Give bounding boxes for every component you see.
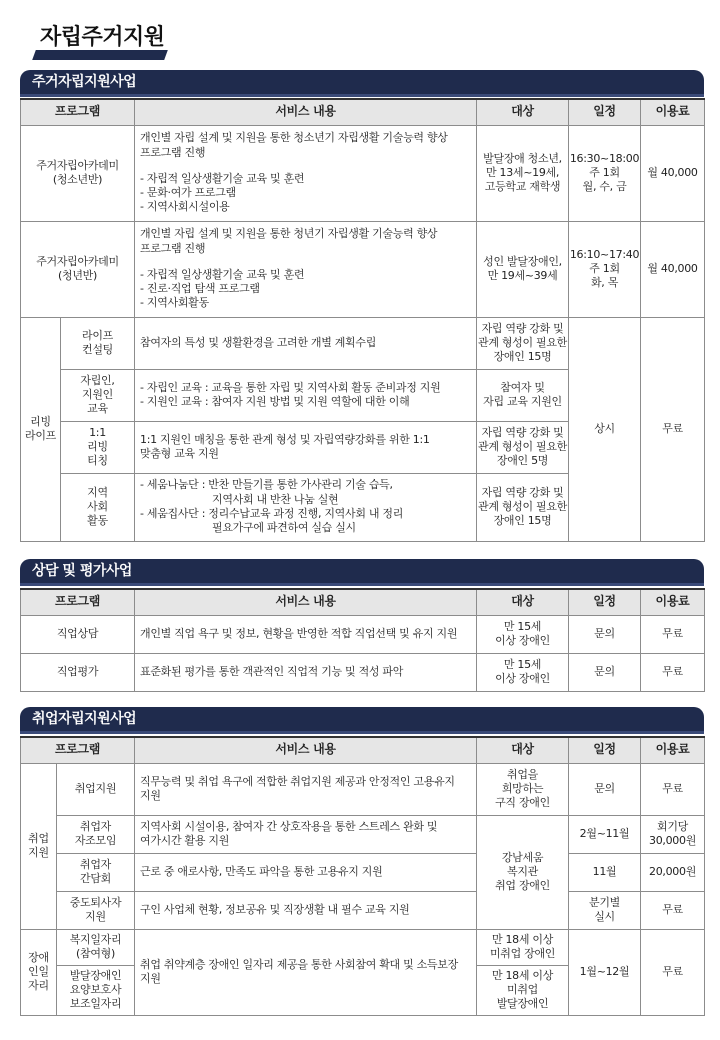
title-underline xyxy=(32,50,168,60)
header-target: 대상 xyxy=(477,737,569,763)
program-cell: 지역 사회 활동 xyxy=(61,473,135,541)
header-service: 서비스 내용 xyxy=(135,737,477,763)
table-row xyxy=(21,763,705,815)
section-header-employment: 취업자립지원사업 xyxy=(20,707,704,731)
fee-cell: 무료 xyxy=(641,763,705,815)
program-cell: 1:1 리빙 티칭 xyxy=(61,421,135,473)
header-target: 대상 xyxy=(477,99,569,125)
fee-cell: 무료 xyxy=(641,317,705,541)
service-cell: 개인별 자립 설계 및 지원을 통한 청소년기 자립생활 기술능력 향상 프로그램 진행 - 자립적 일상생활기술 교육 및 훈련 - 문화·여가 프로그램 - 지역사회시설이용 xyxy=(135,125,477,221)
header-fee: 이용료 xyxy=(641,589,705,615)
target-cell: 만 18세 이상 미취업 발달장애인 xyxy=(477,965,569,1015)
header-target: 대상 xyxy=(477,589,569,615)
header-fee: 이용료 xyxy=(641,737,705,763)
table-row xyxy=(21,317,705,369)
target-cell: 성인 발달장애인, 만 19세~39세 xyxy=(477,221,569,317)
table-row xyxy=(21,929,705,965)
schedule-cell: 문의 xyxy=(569,615,641,653)
fee-cell: 회기당 30,000원 xyxy=(641,815,705,853)
schedule-cell: 11월 xyxy=(569,853,641,891)
program-cell: 취업자 간담회 xyxy=(57,853,135,891)
group-label-living-life: 리빙 라이프 xyxy=(21,317,61,541)
table-row xyxy=(21,653,705,691)
service-cell: 직무능력 및 취업 욕구에 적합한 취업지원 제공과 안정적인 고용유지 지원 xyxy=(135,763,477,815)
schedule-cell: 16:10~17:40 주 1회 화, 목 xyxy=(569,221,641,317)
service-cell: 1:1 지원인 매칭을 통한 관계 형성 및 자립역량강화를 위한 1:1 맞춤형 교육 지원 xyxy=(135,421,477,473)
target-cell: 취업을 희망하는 구직 장애인 xyxy=(477,763,569,815)
service-cell: 취업 취약계층 장애인 일자리 제공을 통한 사회참여 확대 및 소득보장 지원 xyxy=(135,929,477,1015)
schedule-cell: 2월~11월 xyxy=(569,815,641,853)
program-cell: 취업지원 xyxy=(57,763,135,815)
program-cell: 라이프 컨설팅 xyxy=(61,317,135,369)
table-row xyxy=(21,221,705,317)
group-label-employment-support: 취업 지원 xyxy=(21,763,57,929)
service-cell: - 자립인 교육 : 교육을 통한 자립 및 지역사회 활동 준비과정 지원 - 지원인 교육 : 참여자 지원 방법 및 지원 역할에 대한 이해 xyxy=(135,369,477,421)
target-cell: 자립 역량 강화 및 관계 형성이 필요한 장애인 15명 xyxy=(477,473,569,541)
fee-cell: 무료 xyxy=(641,929,705,1015)
schedule-cell: 상시 xyxy=(569,317,641,541)
table-row xyxy=(21,853,705,891)
fee-cell: 월 40,000 xyxy=(641,125,705,221)
header-program: 프로그램 xyxy=(21,737,135,763)
header-service: 서비스 내용 xyxy=(135,99,477,125)
service-cell: - 세움나눔단 : 반찬 만들기를 통한 가사관리 기술 습득, 지역사회 내 반찬 나눔 실현 - 세움집사단 : 정리수납교육 과정 진행, 지역사회 내 정리 필요가구에 파견하여 실습 실시 xyxy=(135,473,477,541)
service-cell: 지역사회 시설이용, 참여자 간 상호작용을 통한 스트레스 완화 및 여가시간 활용 지원 xyxy=(135,815,477,853)
schedule-cell: 문의 xyxy=(569,763,641,815)
program-cell: 직업평가 xyxy=(21,653,135,691)
program-cell: 직업상담 xyxy=(21,615,135,653)
table-row xyxy=(21,891,705,929)
fee-cell: 무료 xyxy=(641,615,705,653)
section-header-counseling: 상담 및 평가사업 xyxy=(20,559,704,583)
schedule-cell: 1월~12월 xyxy=(569,929,641,1015)
header-service: 서비스 내용 xyxy=(135,589,477,615)
target-cell: 참여자 및 자립 교육 지원인 xyxy=(477,369,569,421)
program-cell: 주거자립아카데미 (청소년반) xyxy=(21,125,135,221)
group-label-disabled-jobs: 장애 인일 자리 xyxy=(21,929,57,1015)
target-cell-shared: 강남세움 복지관 취업 장애인 xyxy=(477,815,569,929)
service-cell: 근로 중 애로사항, 만족도 파악을 통한 고용유지 지원 xyxy=(135,853,477,891)
program-cell: 중도퇴사자 지원 xyxy=(57,891,135,929)
target-cell: 만 18세 이상 미취업 장애인 xyxy=(477,929,569,965)
service-cell: 구인 사업체 현황, 정보공유 및 직장생활 내 필수 교육 지원 xyxy=(135,891,477,929)
target-cell: 발달장애 청소년, 만 13세~19세, 고등학교 재학생 xyxy=(477,125,569,221)
section-header-housing: 주거자립지원사업 xyxy=(20,70,704,94)
header-fee: 이용료 xyxy=(641,99,705,125)
program-cell: 자립인, 지원인 교육 xyxy=(61,369,135,421)
counseling-table xyxy=(20,588,705,692)
table-row xyxy=(21,815,705,853)
fee-cell: 월 40,000 xyxy=(641,221,705,317)
service-cell: 참여자의 특성 및 생활환경을 고려한 개별 계획수립 xyxy=(135,317,477,369)
target-cell: 만 15세 이상 장애인 xyxy=(477,615,569,653)
program-cell: 주거자립아카데미 (청년반) xyxy=(21,221,135,317)
header-row xyxy=(21,99,705,125)
schedule-cell: 문의 xyxy=(569,653,641,691)
header-schedule: 일정 xyxy=(569,589,641,615)
table-row xyxy=(21,615,705,653)
header-program: 프로그램 xyxy=(21,589,135,615)
fee-cell: 20,000원 xyxy=(641,853,705,891)
target-cell: 자립 역량 강화 및 관계 형성이 필요한 장애인 15명 xyxy=(477,317,569,369)
fee-cell: 무료 xyxy=(641,653,705,691)
header-program: 프로그램 xyxy=(21,99,135,125)
housing-table xyxy=(20,98,705,542)
target-cell: 만 15세 이상 장애인 xyxy=(477,653,569,691)
service-cell: 표준화된 평가를 통한 객관적인 직업적 기능 및 적성 파악 xyxy=(135,653,477,691)
service-cell: 개인별 자립 설계 및 지원을 통한 청년기 자립생활 기술능력 향상 프로그램 진행 - 자립적 일상생활기술 교육 및 훈련 - 진로·직업 탐색 프로그램 - 지역사회활동 xyxy=(135,221,477,317)
target-cell: 자립 역량 강화 및 관계 형성이 필요한 장애인 5명 xyxy=(477,421,569,473)
header-row xyxy=(21,589,705,615)
header-row xyxy=(21,737,705,763)
fee-cell: 무료 xyxy=(641,891,705,929)
header-schedule: 일정 xyxy=(569,99,641,125)
table-row xyxy=(21,125,705,221)
schedule-cell: 16:30~18:00 주 1회 월, 수, 금 xyxy=(569,125,641,221)
program-cell: 취업자 자조모임 xyxy=(57,815,135,853)
schedule-cell: 분기별 실시 xyxy=(569,891,641,929)
header-schedule: 일정 xyxy=(569,737,641,763)
program-cell: 발달장애인 요양보호사 보조일자리 xyxy=(57,965,135,1015)
service-cell: 개인별 직업 욕구 및 정보, 현황을 반영한 적합 직업선택 및 유지 지원 xyxy=(135,615,477,653)
employment-table xyxy=(20,736,705,1016)
page-title: 자립주거지원 xyxy=(40,25,165,50)
program-cell: 복지일자리 (참여형) xyxy=(57,929,135,965)
